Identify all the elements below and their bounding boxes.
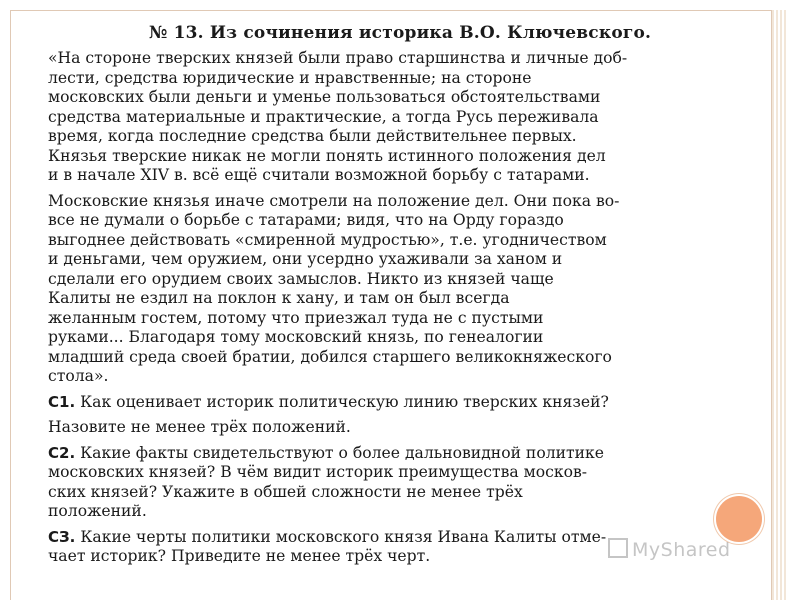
text-line: все не думали о борьбе с татарами; видя, что на Орду гораздо: [48, 211, 564, 229]
text-line: «На стороне тверских князей были право старшинства и личные доб-: [48, 49, 628, 67]
text-line: и в начале XIV в. всё ещё считали возможной борьбу с татарами.: [48, 166, 590, 184]
question-c1-continued: [48, 418, 764, 438]
text-line: младший среда своей братии, добился старшего великокняжеского: [48, 347, 612, 366]
text-line: московских были деньги и уменье пользоваться обстоятельствами: [48, 88, 601, 106]
question-text: чает историк? Приведите не менее трёх черт.: [48, 547, 431, 565]
question-text: Какие черты политики московского князя Ивана Калиты отме-: [75, 527, 607, 546]
text-line: Калиты не ездил на поклон к хану, и там он был всегда: [48, 289, 510, 307]
text-line: стола».: [48, 367, 109, 385]
question-text: Какие факты свидетельствуют о более дальновидной политике: [75, 443, 605, 462]
page-title: № 13. Из сочинения историка В.О. Ключевского.: [148, 23, 652, 43]
text-line: и деньгами, чем оружием, они усердно ухаживали за ханом и: [48, 250, 563, 268]
text-line: руками... Благодаря тому московский князь, по генеалогии: [48, 328, 544, 346]
text-line: Московские князья иначе смотрели на положение дел. Они пока во-: [48, 191, 620, 210]
text-line: лести, средства юридические и нравственные; на стороне: [48, 68, 532, 87]
question-text: положений.: [48, 502, 147, 520]
quote-paragraph-1: [48, 49, 764, 186]
question-c1: [48, 393, 764, 413]
quote-paragraph-2: [48, 192, 764, 387]
decorative-stripe: [771, 10, 788, 600]
watermark-logo: MyShared: [608, 538, 731, 561]
text-line: выгоднее действовать «смиренной мудростью», т.е. угодничеством: [48, 230, 607, 249]
text-line: средства материальные и практические, а тогда Русь переживала: [48, 107, 599, 126]
question-text: московских князей? В чём видит историк преимущества москов-: [48, 463, 588, 481]
question-label: С1.: [48, 392, 76, 411]
text-line: сделали его орудием своих замыслов. Никто из князей чаще: [48, 269, 554, 288]
question-text: Назовите не менее трёх положений.: [48, 418, 351, 436]
question-c2: [48, 444, 764, 522]
text-line: желанным гостем, потому что приезжал туда не с пустыми: [48, 308, 544, 327]
question-text: Как оценивает историк политическую линию тверских князей?: [75, 392, 609, 411]
question-c3: [48, 528, 764, 567]
text-line: время, когда последние средства были действительнее первых.: [48, 127, 577, 145]
text-line: Князья тверские никак не могли понять истинного положения дел: [48, 146, 606, 165]
question-text: ских князей? Укажите в обшей сложности не менее трёх: [48, 482, 523, 501]
question-label: С2.: [48, 443, 76, 462]
question-label: СЗ.: [48, 527, 76, 546]
document-body: [48, 49, 764, 573]
